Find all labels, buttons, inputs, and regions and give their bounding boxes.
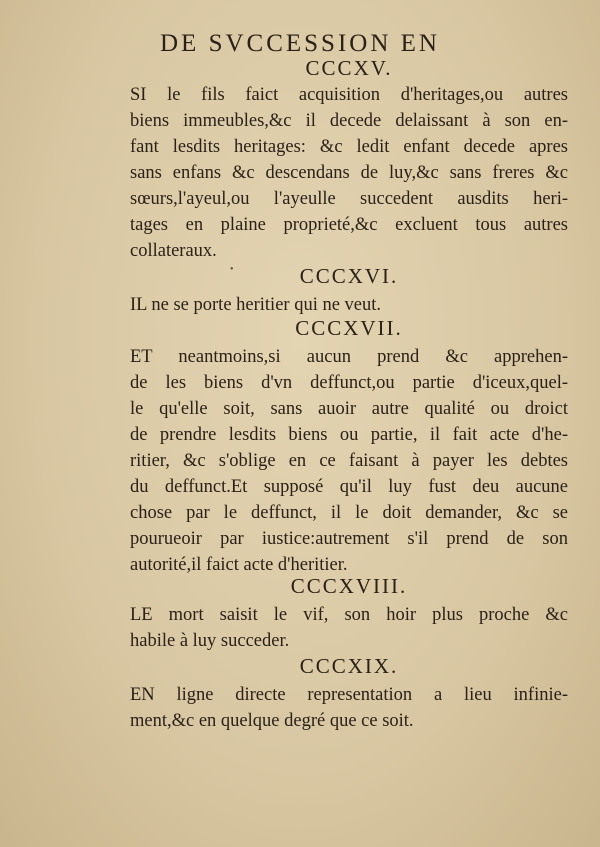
text-line: LE mort saisit le vif, son hoir plus proche &c [130,605,568,625]
article-315-text [130,82,568,264]
text-line: ET neantmoins,si aucun prend &c apprehen- [130,347,568,367]
text-line: ment,&c en quelque degré que ce soit. [130,711,414,731]
article-number-315: CCCXV. [305,56,393,80]
article-317-text [130,344,568,578]
text-line: IL ne se porte heritier qui ne veut. [130,295,382,315]
text-line: sœurs,l'ayeul,ou l'ayeulle succedent ausdits heri- [130,189,568,209]
text-line: de les biens d'vn deffunct,ou partie d'iceux,quel- [130,373,568,393]
text-line: SI le fils faict acquisition d'heritages,ou autres [130,85,568,105]
text-line: collateraux. [130,241,217,261]
article-number-318: CCCXVIII. [290,574,408,598]
running-header: DE SVCCESSION EN [160,30,440,57]
text-line: biens immeubles,&c il decede delaissant à son en- [130,111,568,131]
text-line: sans enfans &c descendans de luy,&c sans freres &c [130,163,568,183]
text-line: tages en plaine proprieté,&c excluent tous autres [130,215,568,235]
text-line: habile à luy succeder. [130,631,290,651]
article-316-text [130,292,568,318]
article-318-text [130,602,568,654]
text-line: chose par le deffunct, il le doit demander, &c se [130,503,568,523]
ink-spot: • [230,264,234,275]
text-line: pourueoir par iustice:autrement s'il prend de son [130,529,568,549]
text-line: EN ligne directe representation a lieu infinie- [130,685,568,705]
article-number-316: CCCXVI. [299,264,399,288]
text-line: de prendre lesdits biens ou partie, il fait acte d'he- [130,425,568,445]
text-line: ritier, &c s'oblige en ce faisant à payer les debtes [130,451,568,471]
article-number-319: CCCXIX. [299,654,399,678]
text-line: fant lesdits heritages: &c ledit enfant decede apres [130,137,568,157]
text-line: le qu'elle soit, sans auoir autre qualité ou droict [130,399,568,419]
text-line: du deffunct.Et supposé qu'il luy fust deu aucune [130,477,568,497]
article-319-text [130,682,568,734]
article-number-317: CCCXVII. [295,316,403,340]
text-line: autorité,il faict acte d'heritier. [130,555,348,575]
